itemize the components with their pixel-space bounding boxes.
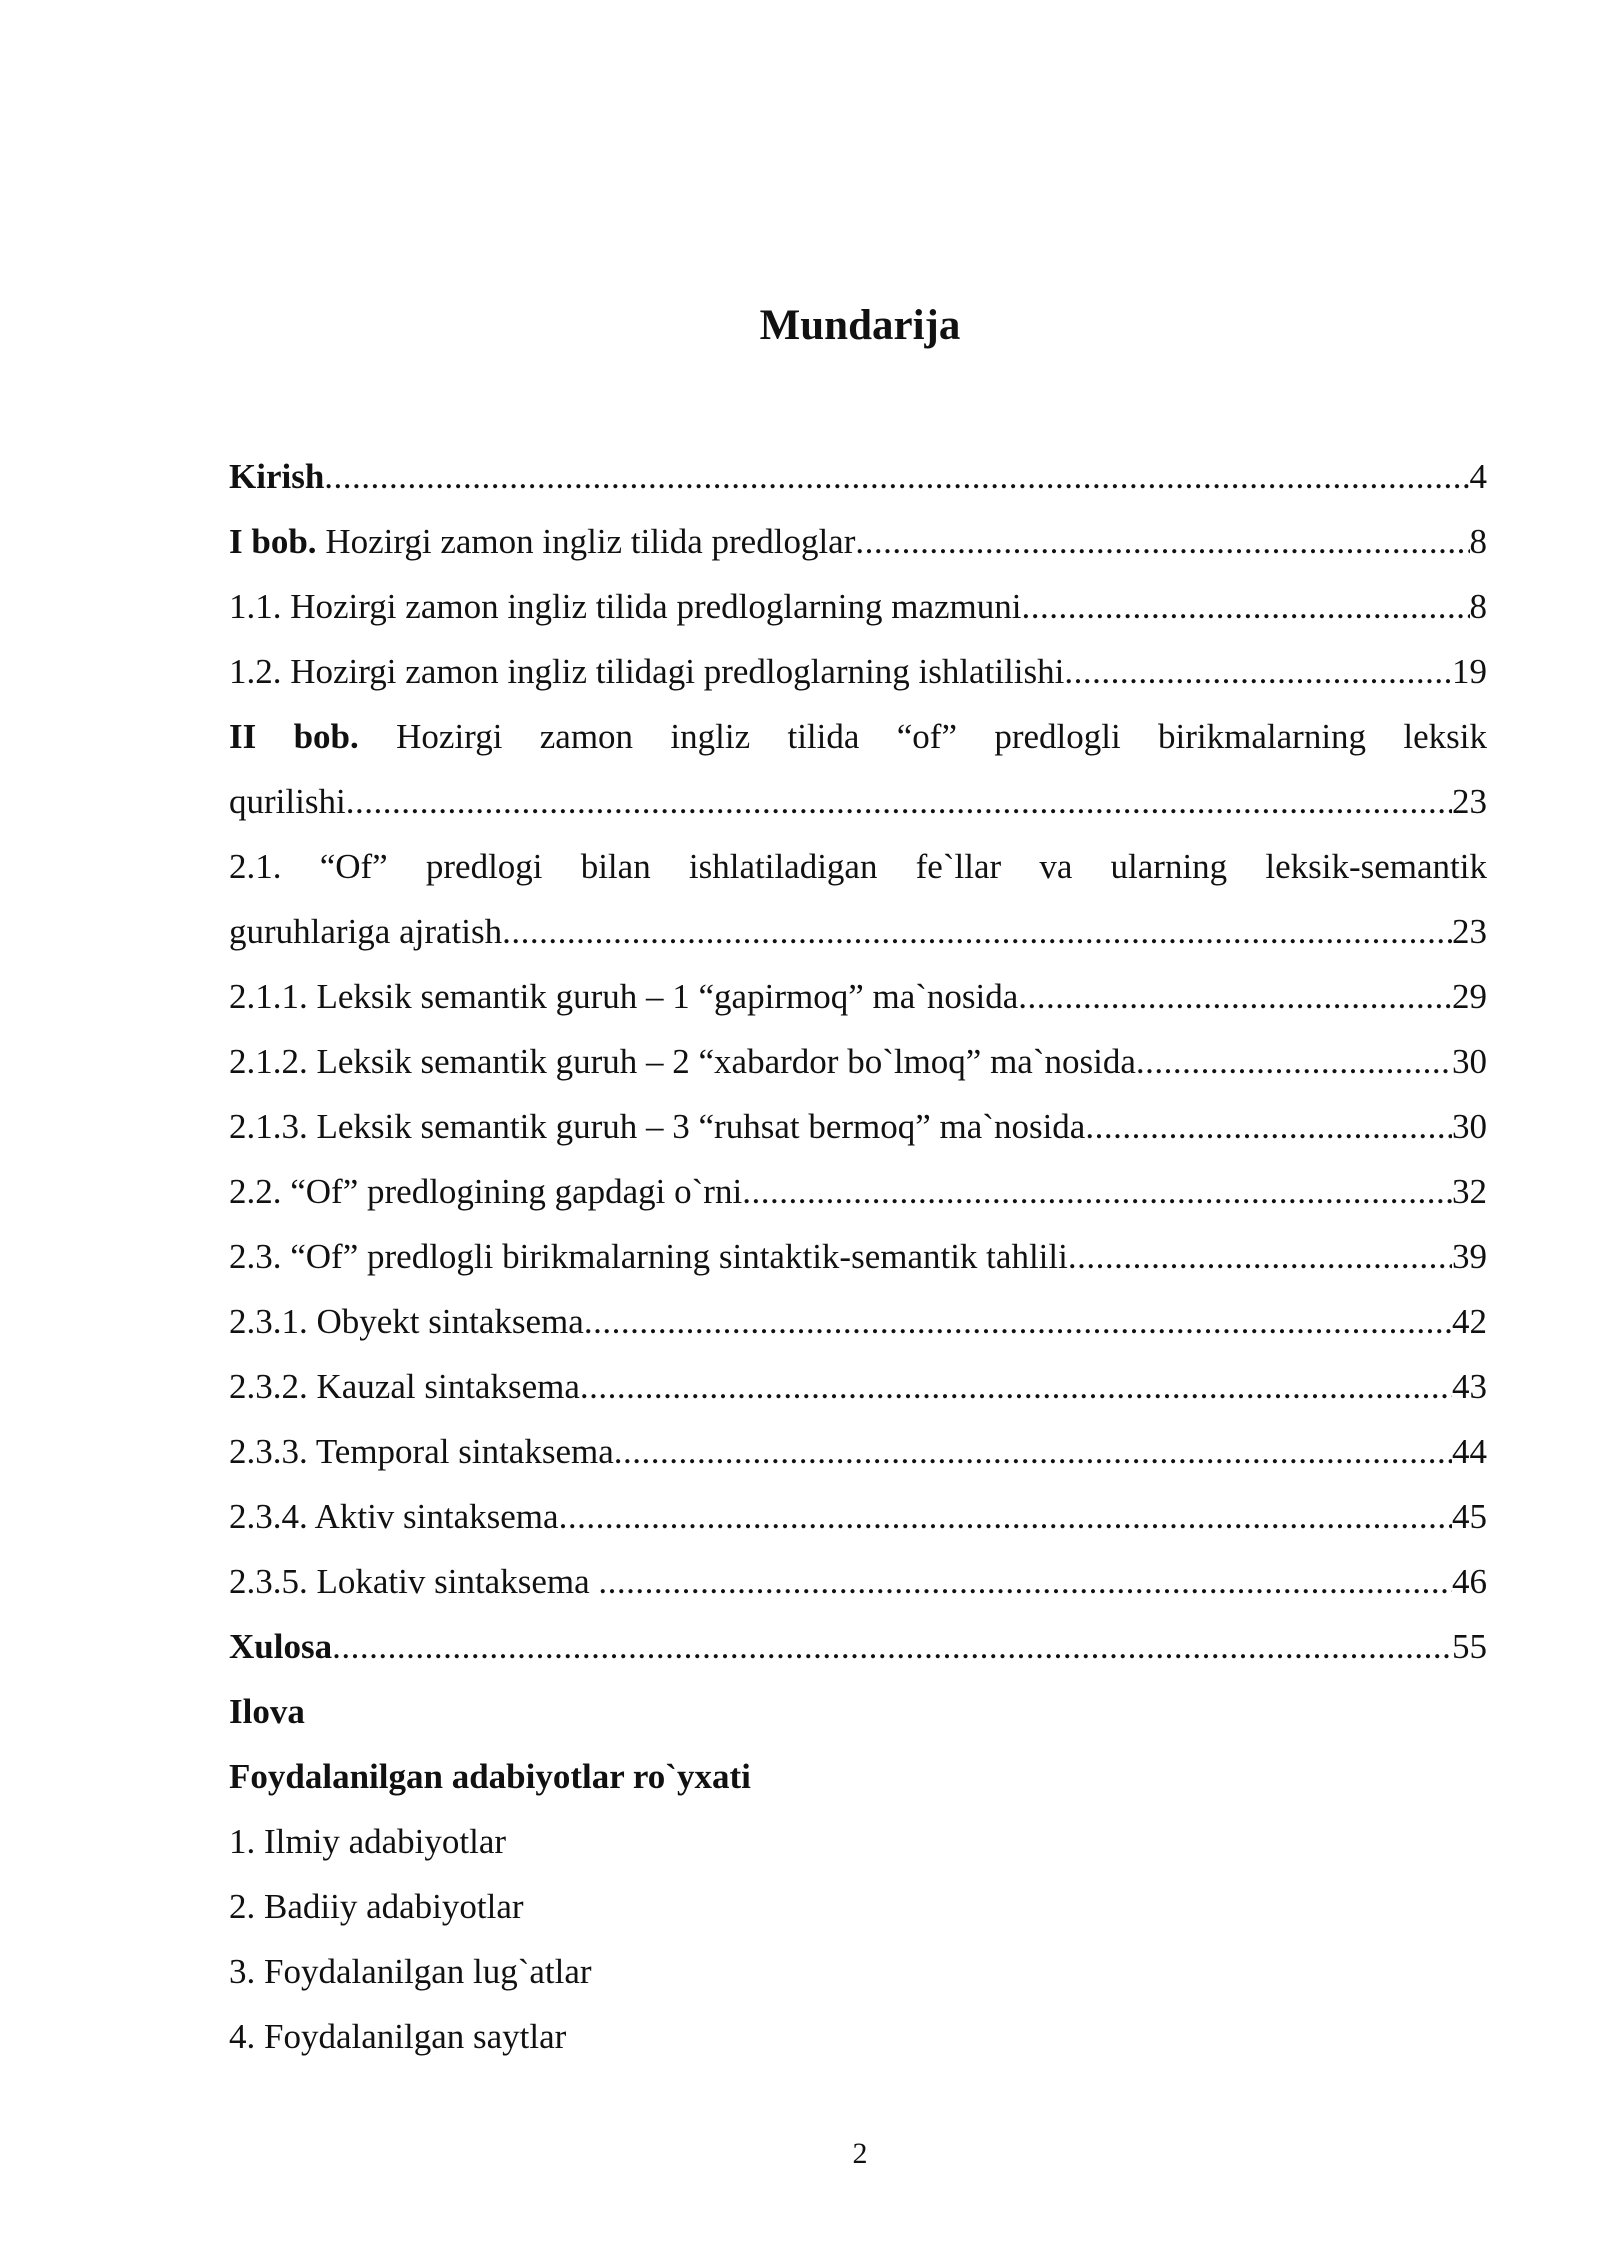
toc-page-number: 55 (1452, 1627, 1487, 1666)
page-number: 2 (852, 2137, 868, 2170)
dot-leader (1136, 1029, 1452, 1094)
toc-entry-2-1-1 (229, 964, 1487, 1029)
dot-leader (580, 1354, 1452, 1419)
dot-leader (855, 509, 1469, 574)
toc-page-number: 46 (1452, 1562, 1487, 1601)
toc-entry-references: Foydalanilgan adabiyotlar ro`yxati (229, 1757, 751, 1796)
toc-entry-label: 1.1. Hozirgi zamon ingliz tilida predloglarning mazmuni (229, 587, 1022, 626)
toc-entry-2-3-2 (229, 1354, 1487, 1419)
toc-entry-label: 2.2. “Of” predlogining gapdagi o`rni (229, 1172, 743, 1211)
toc-entry-2-1-line-1 (229, 834, 1487, 899)
toc-entry-label: 2.1. “Of” predlogi bilan ishlatiladigan fe`llar va ularning leksik-semantik (229, 847, 1487, 886)
dot-leader (324, 444, 1469, 509)
toc-entry-2-3-3 (229, 1419, 1487, 1484)
toc-page-number: 45 (1452, 1497, 1487, 1536)
toc-page-number: 8 (1469, 587, 1487, 626)
page-title: Mundarija (759, 302, 961, 349)
dot-leader (346, 769, 1452, 834)
toc-entry-1-2 (229, 639, 1487, 704)
dot-leader (1068, 1224, 1452, 1289)
chapter-prefix: I bob. (229, 522, 317, 561)
dot-leader (614, 1419, 1452, 1484)
toc-entry-label: 2.1.2. Leksik semantik guruh – 2 “xabardor bo`lmoq” ma`nosida (229, 1042, 1136, 1081)
toc-page-number: 23 (1452, 912, 1487, 951)
dot-leader (1064, 639, 1452, 704)
toc-entry-label: qurilishi (229, 782, 346, 821)
toc-entry-label: 2.1.1. Leksik semantik guruh – 1 “gapirmoq” ma`nosida (229, 977, 1019, 1016)
references-item-4: 4. Foydalanilgan saytlar (229, 2017, 567, 2056)
dot-leader (742, 1159, 1452, 1224)
dot-leader (598, 1549, 1452, 1614)
toc-entry-label: 2.3.4. Aktiv sintaksema (229, 1497, 559, 1536)
toc-page-number: 42 (1452, 1302, 1487, 1341)
toc-entry-2-3-5 (229, 1549, 1487, 1614)
toc-entry-2-3-4 (229, 1484, 1487, 1549)
toc-entry-2-2 (229, 1159, 1487, 1224)
toc-entry-bob-1 (229, 509, 1487, 574)
toc-page-number: 43 (1452, 1367, 1487, 1406)
toc-page-number: 19 (1452, 652, 1487, 691)
toc-entry-label: 2.3.5. Lokativ sintaksema (229, 1562, 599, 1601)
toc-entry-2-1-line-2 (229, 899, 1487, 964)
toc-entry-bob-2-line-1 (229, 704, 1487, 769)
toc-entry-label: 2.3.2. Kauzal sintaksema (229, 1367, 580, 1406)
toc-entry-xulosa (229, 1614, 1487, 1679)
toc-page-number: 8 (1469, 522, 1487, 561)
chapter-title: Hozirgi zamon ingliz tilida predloglar (316, 522, 856, 561)
dot-leader (1018, 964, 1452, 1029)
dot-leader (1022, 574, 1470, 639)
dot-leader (332, 1614, 1452, 1679)
toc-page-number: 32 (1452, 1172, 1487, 1211)
toc-page-number: 29 (1452, 977, 1487, 1016)
toc-entry-label: guruhlariga ajratish (229, 912, 503, 951)
references-item-3: 3. Foydalanilgan lug`atlar (229, 1952, 592, 1991)
table-of-contents (229, 444, 1487, 2069)
toc-entry-label: 2.3. “Of” predlogli birikmalarning sintaktik-semantik tahlili (229, 1237, 1068, 1276)
toc-entry-2-1-3 (229, 1094, 1487, 1159)
toc-entry-ilova: Ilova (229, 1692, 305, 1731)
chapter-prefix: II bob. (229, 717, 359, 756)
toc-page-number: 39 (1452, 1237, 1487, 1276)
toc-entry-2-3 (229, 1224, 1487, 1289)
toc-entry-bob-2-line-2 (229, 769, 1487, 834)
toc-entry-label: Kirish (229, 457, 325, 496)
dot-leader (1085, 1094, 1452, 1159)
toc-entry-1-1 (229, 574, 1487, 639)
toc-entry-2-3-1 (229, 1289, 1487, 1354)
toc-entry-kirish (229, 444, 1487, 509)
toc-entry-label: 2.3.3. Temporal sintaksema (229, 1432, 614, 1471)
toc-entry-label: 2.1.3. Leksik semantik guruh – 3 “ruhsat bermoq” ma`nosida (229, 1107, 1086, 1146)
toc-entry-label (229, 509, 855, 574)
toc-page-number: 23 (1452, 782, 1487, 821)
dot-leader (502, 899, 1452, 964)
dot-leader (584, 1289, 1452, 1354)
toc-entry-2-1-2 (229, 1029, 1487, 1094)
toc-entry-label: Xulosa (229, 1627, 333, 1666)
dot-leader (559, 1484, 1452, 1549)
toc-page-number: 4 (1469, 457, 1487, 496)
toc-entry-label: 2.3.1. Obyekt sintaksema (229, 1302, 584, 1341)
references-item-1: 1. Ilmiy adabiyotlar (229, 1822, 507, 1861)
toc-page-number: 30 (1452, 1042, 1487, 1081)
toc-page-number: 44 (1452, 1432, 1487, 1471)
references-item-2: 2. Badiiy adabiyotlar (229, 1887, 524, 1926)
toc-entry-label: 1.2. Hozirgi zamon ingliz tilidagi predloglarning ishlatilishi (229, 652, 1065, 691)
chapter-title: Hozirgi zamon ingliz tilida “of” predlogli birikmalarning leksik (358, 717, 1488, 756)
toc-page-number: 30 (1452, 1107, 1487, 1146)
